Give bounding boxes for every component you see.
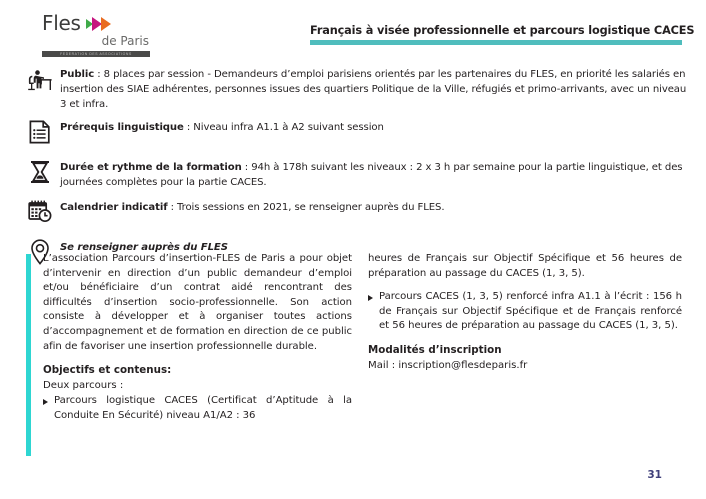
- info-row-public: [20, 66, 692, 113]
- logo-name-main: Fles: [42, 11, 81, 35]
- logo-name-sub: de Paris: [101, 34, 149, 48]
- bullet-parcours-caces-text: Parcours CACES (1, 3, 5) renforcé infra A1.1 à l’écrit : 156 h de Français sur Objectif Spécifique et de Français renforcé et 56 heures de préparation au passage du CACES (1, 3, 5).: [379, 291, 682, 332]
- objectifs-heading: Objectifs et contenus:: [43, 364, 172, 377]
- info-label-prerequis: Prérequis linguistique: [60, 121, 184, 133]
- info-text-calendrier: [60, 199, 444, 215]
- right-column: [352, 252, 682, 433]
- bullet-parcours-caces: [368, 290, 682, 334]
- person-at-desk-icon: [20, 66, 60, 100]
- mail-line: [368, 359, 682, 374]
- triangle-bullet-icon: [368, 295, 373, 301]
- info-sep-duree: :: [241, 161, 252, 173]
- hourglass-icon: [20, 159, 60, 193]
- left-accent-bar: [26, 254, 31, 456]
- info-sep-prerequis: :: [183, 121, 194, 133]
- info-sep-public: :: [94, 69, 104, 80]
- header-title-block: [310, 24, 695, 45]
- logo-chevrons-icon: [86, 17, 110, 31]
- mail-address[interactable]: inscription@flesdeparis.fr: [398, 359, 528, 371]
- info-row-duree: [20, 159, 692, 193]
- logo-tagline-bar: [42, 51, 150, 57]
- intro-paragraph: L’association Parcours d’insertion-FLES de Paris a pour objet d’intervenir en direction d’un public demandeur d’emploi et/ou bénéficiaire d’un contrat aidé rencontrant des difficultés d’insertion socio-professionnelle. Son action consiste à développer et à organiser toutes actions d’accompagnement et de formation en direction de ce public afin de favoriser une insertion professionnelle durable.: [43, 253, 352, 352]
- info-label-duree: Durée et rythme de la formation: [60, 161, 242, 173]
- info-text-prerequis: [60, 119, 384, 135]
- bullet-parcours-logistique-text: Parcours logistique CACES (Certificat d’Aptitude à la Conduite En Sécurité) niveau A1/A2 : 36: [54, 395, 352, 421]
- info-body-prerequis: Niveau infra A1.1 à A2 suivant session: [193, 121, 384, 133]
- logo-tagline-text: FEDERATION DES ASSOCIATIONS: [60, 52, 132, 56]
- body-columns: [26, 252, 682, 433]
- header-underline-rule: [310, 40, 682, 45]
- info-text-lieu: Se renseigner auprès du FLES: [60, 241, 228, 253]
- calendar-clock-icon: [20, 199, 60, 233]
- info-body-duree: 94h à 178h suivant les niveaux : 2 x 3 h par semaine pour la partie linguistique, et des journées complètes pour la partie CACES.: [60, 161, 683, 188]
- modalites-heading: Modalités d’inscription: [368, 343, 502, 356]
- page-title: Français à visée professionnelle et parcours logistique CACES: [310, 24, 695, 37]
- info-label-public: Public: [60, 69, 95, 80]
- info-body-calendrier: Trois sessions en 2021, se renseigner auprès du FLES.: [177, 201, 445, 213]
- info-body-public: 8 places par session - Demandeurs d’emploi parisiens orientés par les partenaires du FLES, en priorité les salariés en insertion des SIAE adhérentes, personnes issues des quartiers Politique de la Ville, réfugiés et primo-arrivants, avec un niveau 3 et infra.: [60, 69, 687, 111]
- deux-parcours-label: Deux parcours :: [43, 379, 124, 391]
- info-label-calendrier: Calendrier indicatif: [60, 201, 168, 213]
- info-sep-calendrier: :: [167, 201, 178, 213]
- document-list-icon: [20, 119, 60, 153]
- info-row-calendrier: [20, 199, 692, 233]
- info-text-duree: [60, 159, 692, 190]
- fles-de-paris-logo: [42, 12, 150, 57]
- mail-label: Mail :: [368, 359, 399, 371]
- page-header: [0, 0, 706, 58]
- continuation-paragraph: heures de Français sur Objectif Spécifique et 56 heures de préparation au passage du CACES (1, 3, 5).: [368, 253, 682, 279]
- info-row-prerequis: [20, 119, 692, 153]
- left-column: [26, 252, 352, 433]
- info-list: [20, 66, 692, 279]
- logo-wordmark-row: [42, 12, 150, 34]
- page-number: 31: [647, 469, 662, 481]
- info-text-public: [60, 66, 692, 113]
- triangle-bullet-icon: [43, 399, 48, 405]
- bullet-parcours-logistique: [43, 394, 352, 423]
